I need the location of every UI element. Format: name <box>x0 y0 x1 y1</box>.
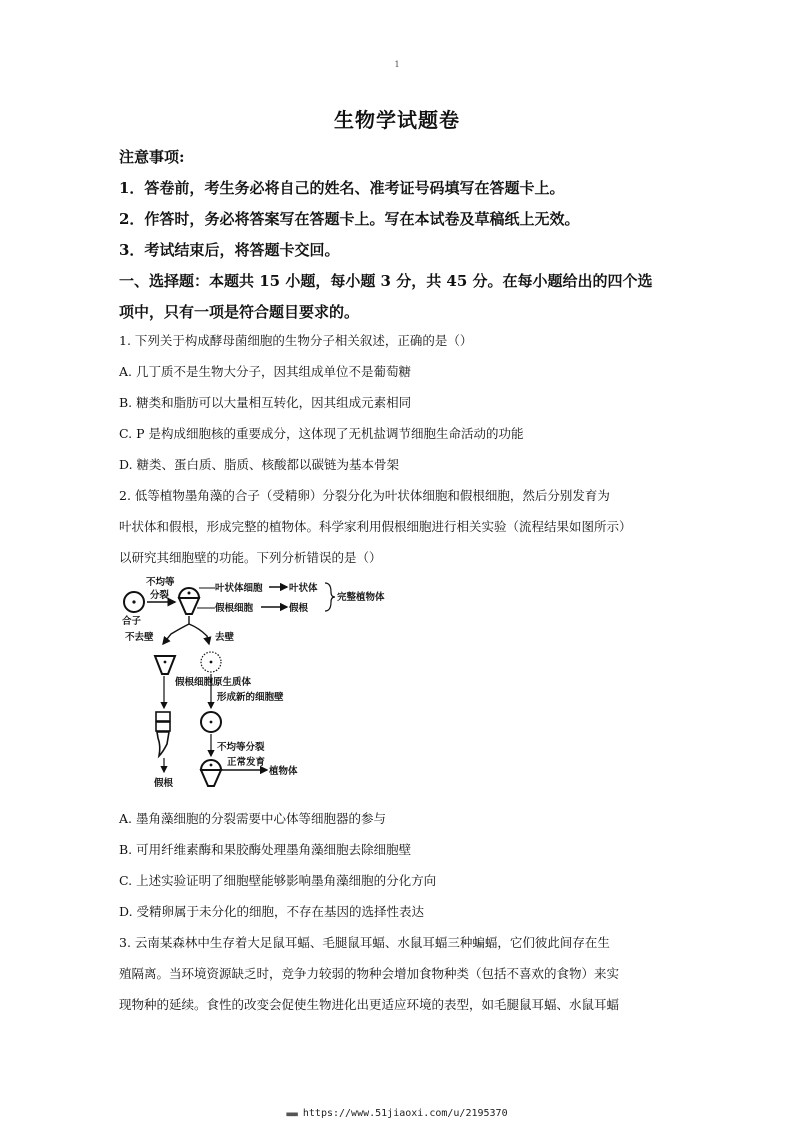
uneven-division-label-bottom: 分裂 <box>150 590 170 601</box>
protoplast-cell <box>201 652 221 672</box>
question-2-option-d: D. 受精卵属于未分化的细胞，不存在基因的选择性表达 <box>119 904 425 919</box>
plant-bracket <box>325 583 335 611</box>
rhizoid-result-label: 假根 <box>154 778 174 789</box>
rhizoid-cell-label: 假根细胞 <box>215 603 254 614</box>
new-wall-label: 形成新的细胞壁 <box>217 692 284 703</box>
protoplast-label: 假根细胞原生质体 <box>175 677 252 688</box>
question-3-stem-line-1: 3. 云南某森林中生存着大足鼠耳蝠、毛腿鼠耳蝠、水鼠耳蝠三种蝙蝠，它们彼此间存在生 <box>119 935 610 950</box>
plant-label: 植物体 <box>269 766 298 777</box>
page-footer <box>0 1108 794 1119</box>
divided-cell <box>201 760 221 786</box>
page-number: 1 <box>394 60 400 69</box>
section-heading-line-1: 一、选择题：本题共 15 小题，每小题 3 分，共 45 分。在每小题给出的四个选 <box>119 272 653 290</box>
keep-wall-arrow <box>163 616 189 644</box>
question-3-stem-line-2: 殖隔离。当环境资源缺乏时，竞争力较弱的物种会增加食物种类（包括不喜欢的食物）来实 <box>119 966 620 981</box>
page-title: 生物学试题卷 <box>334 108 460 132</box>
question-2-option-c: C. 上述实验证明了细胞壁能够影响墨角藻细胞的分化方向 <box>119 873 437 888</box>
question-2-stem-line-3: 以研究其细胞壁的功能。下列分析错误的是（） <box>119 550 382 565</box>
question-2-stem-line-1: 2. 低等植物墨角藻的合子（受精卵）分裂分化为叶状体细胞和假根细胞，然后分别发育为 <box>119 488 610 503</box>
question-1-stem: 1. 下列关于构成酵母菌细胞的生物分子相关叙述，正确的是（） <box>119 333 473 348</box>
experiment-flow-diagram <box>119 572 419 806</box>
zygote-label: 合子 <box>122 616 142 627</box>
complete-plant-label: 完整植物体 <box>337 592 385 603</box>
thallus-cell-label: 叶状体细胞 <box>215 583 263 594</box>
notice-item-1: 1．答卷前，考生务必将自己的姓名、准考证号码填写在答题卡上。 <box>119 179 565 197</box>
notice-heading: 注意事项: <box>119 148 185 166</box>
uneven-division-label: 不均等分裂 <box>217 742 265 753</box>
footer-prefix: ■■■■ <box>286 1111 297 1118</box>
question-2-option-a: A. 墨角藻细胞的分裂需要中心体等细胞器的参与 <box>119 811 386 826</box>
rhizoid-label: 假根 <box>289 603 309 614</box>
question-2-stem-line-2: 叶状体和假根，形成完整的植物体。科学家利用假根细胞进行相关实验（流程结果如图所示） <box>119 519 632 534</box>
rhizoid-cell-with-wall <box>155 656 175 674</box>
question-2-option-b: B. 可用纤维素酶和果胶酶处理墨角藻细胞去除细胞壁 <box>119 842 412 857</box>
zygote-cell <box>124 592 144 612</box>
question-1-option-c: C. P 是构成细胞核的重要成分，这体现了无机盐调节细胞生命活动的功能 <box>119 426 524 441</box>
question-1-option-b: B. 糖类和脂肪可以大量相互转化，因其组成元素相同 <box>119 395 412 410</box>
remove-wall-arrow <box>189 624 209 644</box>
notice-item-2: 2．作答时，务必将答案写在答题卡上。写在本试卷及草稿纸上无效。 <box>119 210 580 228</box>
new-walled-cell <box>201 712 221 732</box>
thallus-label: 叶状体 <box>289 583 318 594</box>
notice-item-3: 3．考试结束后，将答题卡交回。 <box>119 241 340 259</box>
section-heading-line-2: 项中，只有一项是符合题目要求的。 <box>119 303 360 321</box>
question-3-stem-line-3: 现物种的延续。食性的改变会促使生物进化出更适应环境的表型，如毛腿鼠耳蝠、水鼠耳蝠 <box>119 997 620 1012</box>
question-1-option-d: D. 糖类、蛋白质、脂质、核酸都以碳链为基本骨架 <box>119 457 400 472</box>
normal-development-label: 正常发育 <box>227 757 266 768</box>
footer-url[interactable]: https://www.51jiaoxi.com/u/2195370 <box>302 1108 508 1119</box>
rhizoid-filament <box>156 712 170 756</box>
remove-wall-label: 去壁 <box>215 632 235 643</box>
two-cell-embryo <box>179 588 199 614</box>
keep-wall-label: 不去壁 <box>125 632 154 643</box>
uneven-division-label-top: 不均等 <box>146 577 175 588</box>
question-1-option-a: A. 几丁质不是生物大分子，因其组成单位不是葡萄糖 <box>119 364 411 379</box>
